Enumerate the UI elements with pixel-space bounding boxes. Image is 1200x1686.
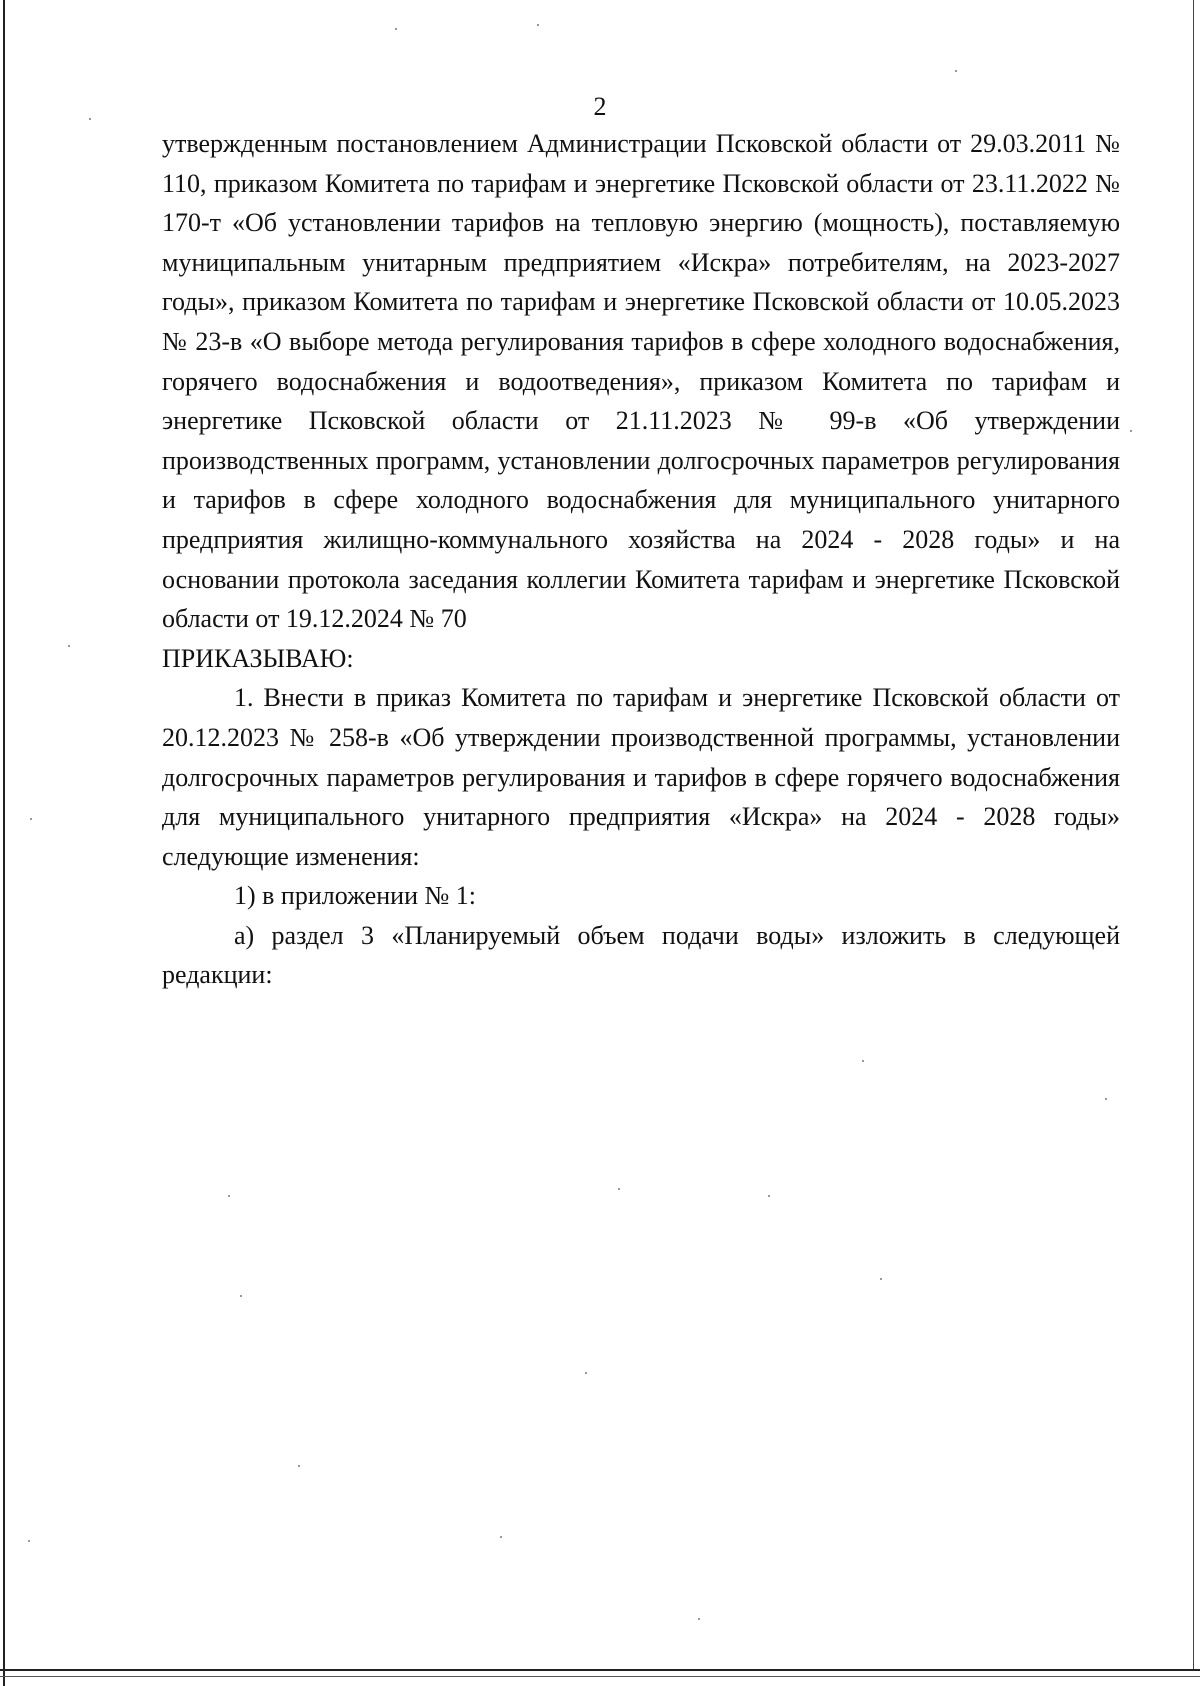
paragraph-subitem-a: а) раздел 3 «Планируемый объем подачи воды» изложить в следующей редакции: xyxy=(162,920,1120,990)
scan-speck xyxy=(768,1195,770,1197)
scan-left-edge xyxy=(3,0,5,1686)
scan-speck xyxy=(955,70,957,72)
page-number: 2 xyxy=(593,92,607,121)
scan-speck xyxy=(1130,430,1132,432)
paragraph-item-1: 1. Внести в приказ Комитета по тарифам и энергетике Псковской области от 20.12.2023 № 258-в «Об утверждении производственной программы, установлении долгосрочных параметров регулирования и тарифов в сфере горячего водоснабжения для муниципального унитарного предприятия «Искра» на 2024 - 2028 годы» следующие изменения: xyxy=(162,683,1120,871)
scan-speck xyxy=(698,1618,700,1620)
scan-speck xyxy=(618,1188,620,1190)
scan-speck xyxy=(28,1540,30,1542)
scan-speck xyxy=(862,1060,864,1062)
scan-speck xyxy=(240,1295,242,1297)
scan-speck xyxy=(585,1372,587,1374)
scan-speck xyxy=(68,645,70,647)
scan-speck xyxy=(500,1536,502,1538)
scan-speck xyxy=(537,24,539,26)
scan-speck xyxy=(298,1465,300,1467)
paragraph-order-keyword: ПРИКАЗЫВАЮ: xyxy=(162,643,354,673)
scan-speck xyxy=(1105,1098,1107,1100)
scan-speck xyxy=(395,28,397,30)
paragraph-subitem-1: 1) в приложении № 1: xyxy=(234,881,477,911)
document-body xyxy=(162,124,1120,995)
scan-bottom-edge-inner xyxy=(0,1676,1200,1677)
paragraph-legal-basis: утвержденным постановлением Администрации Псковской области от 29.03.2011 № 110, приказом Комитета по тарифам и энергетике Псковской области от 23.11.2022 № 170-т «Об установлении тарифов на тепловую энергию (мощность), поставляемую муниципальным унитарным предприятием «Искра» потребителям, на 2023-2027 годы», приказом Комитета по тарифам и энергетике Псковской области от 10.05.2023 № 23-в «О выборе метода регулирования тарифов в сфере холодного водоснабжения, горячего водоснабжения и водоотведения», приказом Комитета по тарифам и энергетике Псковской области от 21.11.2023 № 99-в «Об утверждении производственных программ, установлении долгосрочных параметров регулирования и тарифов в сфере холодного водоснабжения для муниципального унитарного предприятия жилищно-коммунального хозяйства на 2024 - 2028 годы» и на основании протокола заседания коллегии Комитета тарифам и энергетике Псковской области от 19.12.2024 № 70 xyxy=(162,129,1120,634)
scan-bottom-edge xyxy=(0,1669,1200,1671)
scan-speck xyxy=(228,1195,230,1197)
scan-speck xyxy=(30,818,32,820)
scan-speck xyxy=(880,1278,882,1280)
scan-right-edge xyxy=(1193,0,1194,1670)
